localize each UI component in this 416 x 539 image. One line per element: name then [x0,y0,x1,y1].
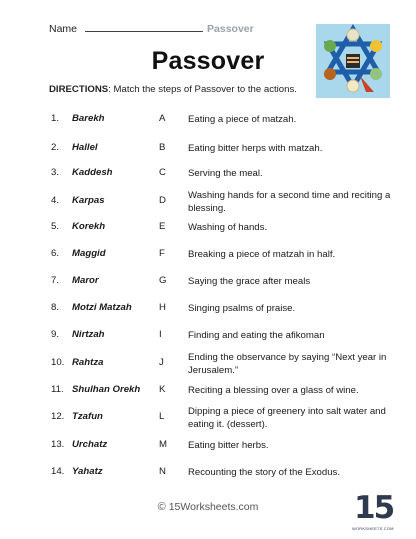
action-text: Reciting a blessing over a glass of wine. [188,385,359,396]
action-text: Eating a piece of matzah. [188,114,297,125]
item-number: 8. [51,302,60,313]
step-name: Hallel [72,142,98,153]
action-letter: J [159,357,164,368]
star-of-david-icon [316,24,390,98]
action-letter: N [159,466,166,477]
item-number: 10. [51,357,65,368]
step-name: Motzi Matzah [72,302,132,313]
step-name: Nirtzah [72,329,105,340]
action-letter: M [159,439,167,450]
action-text: Serving the meal. [188,168,263,179]
action-text: Eating bitter herbs. [188,440,269,451]
item-number: 11. [51,384,64,395]
item-number: 9. [51,329,60,340]
logo-wordmark: WORKSHEETS.COM [352,526,394,531]
action-letter: D [159,195,166,206]
action-text: Dipping a piece of greenery into salt water and eating it. (dessert). [188,406,386,430]
action-text: Recounting the story of the Exodus. [188,467,340,478]
step-name: Korekh [72,221,106,232]
item-number: 6. [51,248,60,259]
item-number: 14. [51,466,65,477]
brand-logo [352,490,394,534]
action-text: Singing psalms of praise. [188,303,296,314]
step-name: Yahatz [72,466,103,477]
item-number: 4. [51,195,60,206]
page-title: Passover [151,47,265,75]
step-name: Maror [72,275,99,286]
action-letter: B [159,142,166,153]
action-text: Washing of hands. [188,222,268,233]
directions-label: DIRECTIONS [49,84,109,95]
action-letter: C [159,167,166,178]
action-letter: E [159,221,166,232]
step-name: Kaddesh [72,167,113,178]
action-letter: F [159,248,165,259]
action-text: Washing hands for a second time and reciting a blessing. [188,190,391,214]
item-number: 7. [51,275,60,286]
step-name: Urchatz [72,439,108,450]
name-label: Name [49,23,78,35]
logo-number: 15 [354,490,394,526]
item-number: 13. [51,439,65,450]
action-letter: K [159,384,166,395]
item-number: 3. [51,167,60,178]
item-number: 2. [51,142,60,153]
step-name: Tzafun [72,411,103,422]
action-letter: L [159,411,165,422]
name-line [49,22,254,35]
item-number: 12. [51,411,65,422]
action-text: Saying the grace after meals [188,276,311,287]
step-name: Karpas [72,195,105,206]
directions [49,84,297,95]
action-text: Eating bitter herps with matzah. [188,143,323,154]
item-number: 5. [51,221,60,232]
item-number: 1. [51,113,60,124]
step-name: Shulhan Orekh [72,384,141,395]
topic-label: Passover [207,23,254,35]
seder-plate-illustration [316,24,390,98]
action-text: Breaking a piece of matzah in half. [188,249,336,260]
footer-site[interactable]: 15Worksheets.com [168,501,259,513]
step-name: Rahtza [72,357,104,368]
action-letter: I [159,329,162,340]
action-letter: H [159,302,166,313]
action-letter: A [159,113,166,124]
action-text: Ending the observance by saying “Next year in Jerusalem.” [188,352,387,376]
copyright-icon: © [157,501,166,513]
step-name: Barekh [72,113,105,124]
step-name: Maggid [72,248,106,259]
action-letter: G [159,275,167,286]
directions-text: : Match the steps of Passover to the actions. [108,84,297,95]
name-blank[interactable] [85,22,203,32]
action-text: Finding and eating the afikoman [188,330,325,341]
